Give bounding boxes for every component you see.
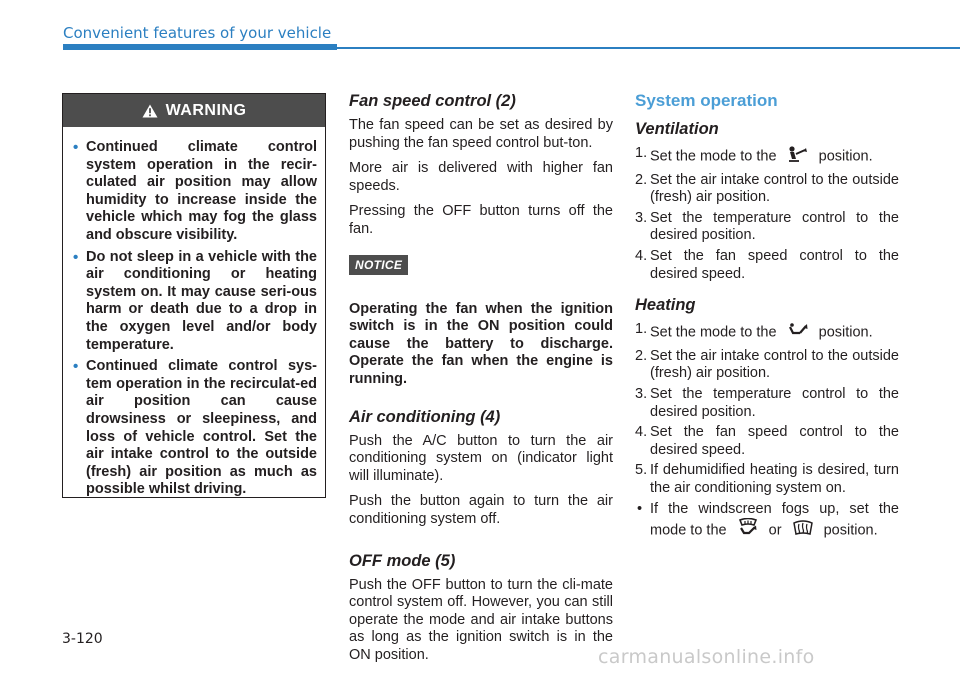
fan-paragraph: More air is delivered with higher fan speeds. (349, 160, 613, 194)
ventilation-heading: Ventilation (635, 120, 719, 138)
air-conditioning-heading: Air conditioning (4) (349, 407, 501, 426)
off-paragraph: Push the OFF button to turn the cli-mate control system off. However, you can still operate the mode and air intake buttons as long as the ignition switch is in the ON position. (349, 576, 613, 663)
list-item: 2. Set the air intake control to the outside (fresh) air position. (635, 347, 899, 382)
system-operation-title: System operation (635, 91, 778, 110)
list-item: 4. Set the fan speed control to the desired speed. (635, 247, 899, 282)
heating-heading: Heating (635, 296, 696, 315)
list-item: 2. Set the air intake control to the outside (fresh) air position. (635, 171, 899, 206)
fan-paragraph: Pressing the OFF button turns off the fan. (349, 203, 613, 237)
notice-text: Operating the fan when the ignition switch is in the ON position could cause the battery to discharge. Operate the fan when the engine is running. (349, 300, 613, 387)
list-item: 1. Set the mode to the position. (635, 321, 899, 345)
ac-paragraph: Push the A/C button to turn the air conditioning system on (indicator light will illuminate). (349, 432, 613, 484)
header-title: Convenient features of your vehicle (63, 24, 332, 42)
warning-item: • Do not sleep in a vehicle with the air conditioning or heating system on. It may cause seri-ous harm or death due to a drop in the oxygen level and/or body temperature. (73, 249, 317, 355)
list-item: • If the windscreen fogs up, set the mode to the or position. (635, 501, 899, 544)
floor-vent-icon (787, 321, 809, 345)
header-rule (337, 47, 960, 49)
warning-box (62, 93, 326, 498)
warning-header (63, 94, 325, 127)
warning-triangle-icon (142, 104, 158, 118)
warning-title: WARNING (165, 101, 247, 119)
page-number: 3-120 (62, 631, 103, 647)
middle-column (349, 91, 613, 672)
fan-speed-heading: Fan speed control (2) (349, 92, 516, 110)
right-column (635, 91, 899, 556)
notice-badge: NOTICE (349, 255, 408, 275)
list-item: 4. Set the fan speed control to the desired speed. (635, 424, 899, 458)
list-item: 3. Set the temperature control to the desired position. (635, 209, 899, 244)
ac-paragraph: Push the button again to turn the air conditioning system off. (349, 493, 613, 527)
face-vent-icon (787, 145, 809, 169)
off-mode-heading: OFF mode (5) (349, 551, 456, 570)
warning-item: • Continued climate control sys-tem operation in the recirculat-ed air position can cause drowsiness or sleepiness, and loss of vehicle control. Set the air intake control to the outside (fresh) air position as much as possible whilst driving. (73, 358, 317, 499)
heating-steps (635, 321, 899, 544)
warning-item: • Continued climate control system operation in the recir-culated air position may allow humidity to increase inside the vehicle which may fog the glass and obscure visibility. (73, 139, 317, 245)
list-item: 1. Set the mode to the position. (635, 145, 899, 169)
list-item: 5. If dehumidified heating is desired, turn the air conditioning system on. (635, 462, 899, 496)
floor-defrost-icon (737, 518, 759, 544)
warning-list (63, 127, 325, 499)
header-accent-bar (63, 44, 337, 50)
watermark: carmanualsonline.info (598, 646, 815, 668)
list-item: 3. Set the temperature control to the desired position. (635, 385, 899, 420)
defrost-icon (792, 519, 814, 543)
fan-paragraph: The fan speed can be set as desired by pushing the fan speed control but-ton. (349, 117, 613, 151)
ventilation-steps (635, 145, 899, 283)
